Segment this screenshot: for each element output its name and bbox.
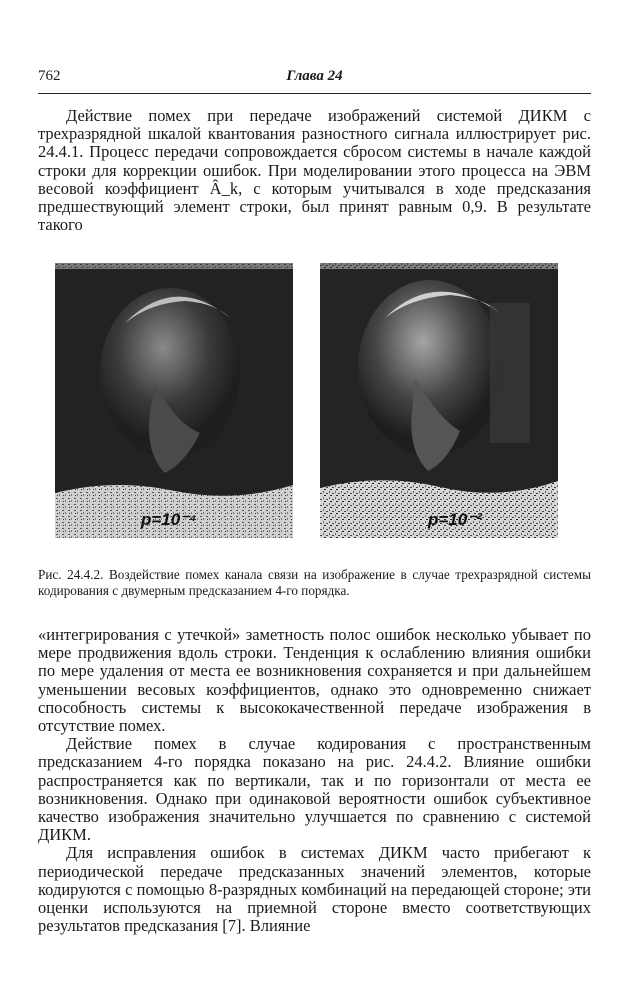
paragraph-1: Действие помех при передаче изображений системой ДИКМ с трехразрядной шкалой квантования разностного сигнала иллюстрирует рис. 24.4.1. Процесс передачи сопровождается сбросом системы в начале каждой строки для коррекции ошибок. При моделировании этого процесса на ЭВМ весовой коэффициент Â_k, с которым учитывался в ходе предсказания предшествующий элемент строки, был принят равным 0,9. В результате такого (38, 106, 591, 235)
figure-caption (38, 567, 591, 598)
paragraph-intro (38, 107, 591, 234)
figure-24-4-2 (55, 263, 590, 543)
paragraph-4: Для исправления ошибок в системах ДИКМ часто прибегают к периодической передаче предсказанных значений элементов, которые кодируются с помощью 8-разрядных комбинаций на передающей стороне; эти оценки используются на приемной стороне вместо соответствующих результатов предсказания [7]. Влияние (38, 843, 591, 936)
figure-label-left: p=10⁻⁴ (141, 510, 197, 529)
portrait-image-left (55, 263, 293, 538)
body-text (38, 626, 591, 935)
portrait-image-right (320, 263, 558, 538)
figure-caption-text: Рис. 24.4.2. Воздействие помех канала связи на изображение в случае трехразрядной системы кодирования с двумерным предсказанием 4-го порядка. (38, 567, 591, 598)
figure-label-right: p=10⁻² (428, 510, 482, 529)
header-rule (38, 93, 591, 94)
page-header (38, 68, 591, 88)
page-number: 762 (38, 68, 61, 84)
figure-photo-right (320, 263, 558, 538)
paragraph-2: «интегрирования с утечкой» заметность полос ошибок несколько убывает по мере продвижения вдоль строки. Тенденция к ослаблению влияния ошибки по мере удаления от места ее возникновения сохраняется и при дальнейшем уменьшении весовых коэффициентов, однако это одновременно снижает способность системы к высококачественной передаче изображения в отсутствие помех. (38, 625, 591, 736)
figure-photo-left (55, 263, 293, 538)
chapter-title: Глава 24 (286, 68, 343, 84)
paragraph-3: Действие помех в случае кодирования с пространственным предсказанием 4-го порядка показано на рис. 24.4.2. Влияние ошибки распространяется как по вертикали, так и по горизонтали от места ее возникновения. Однако при одинаковой вероятности ошибок субъективное качество изображения значительно улучшается по сравнению с системой ДИКМ. (38, 734, 591, 845)
